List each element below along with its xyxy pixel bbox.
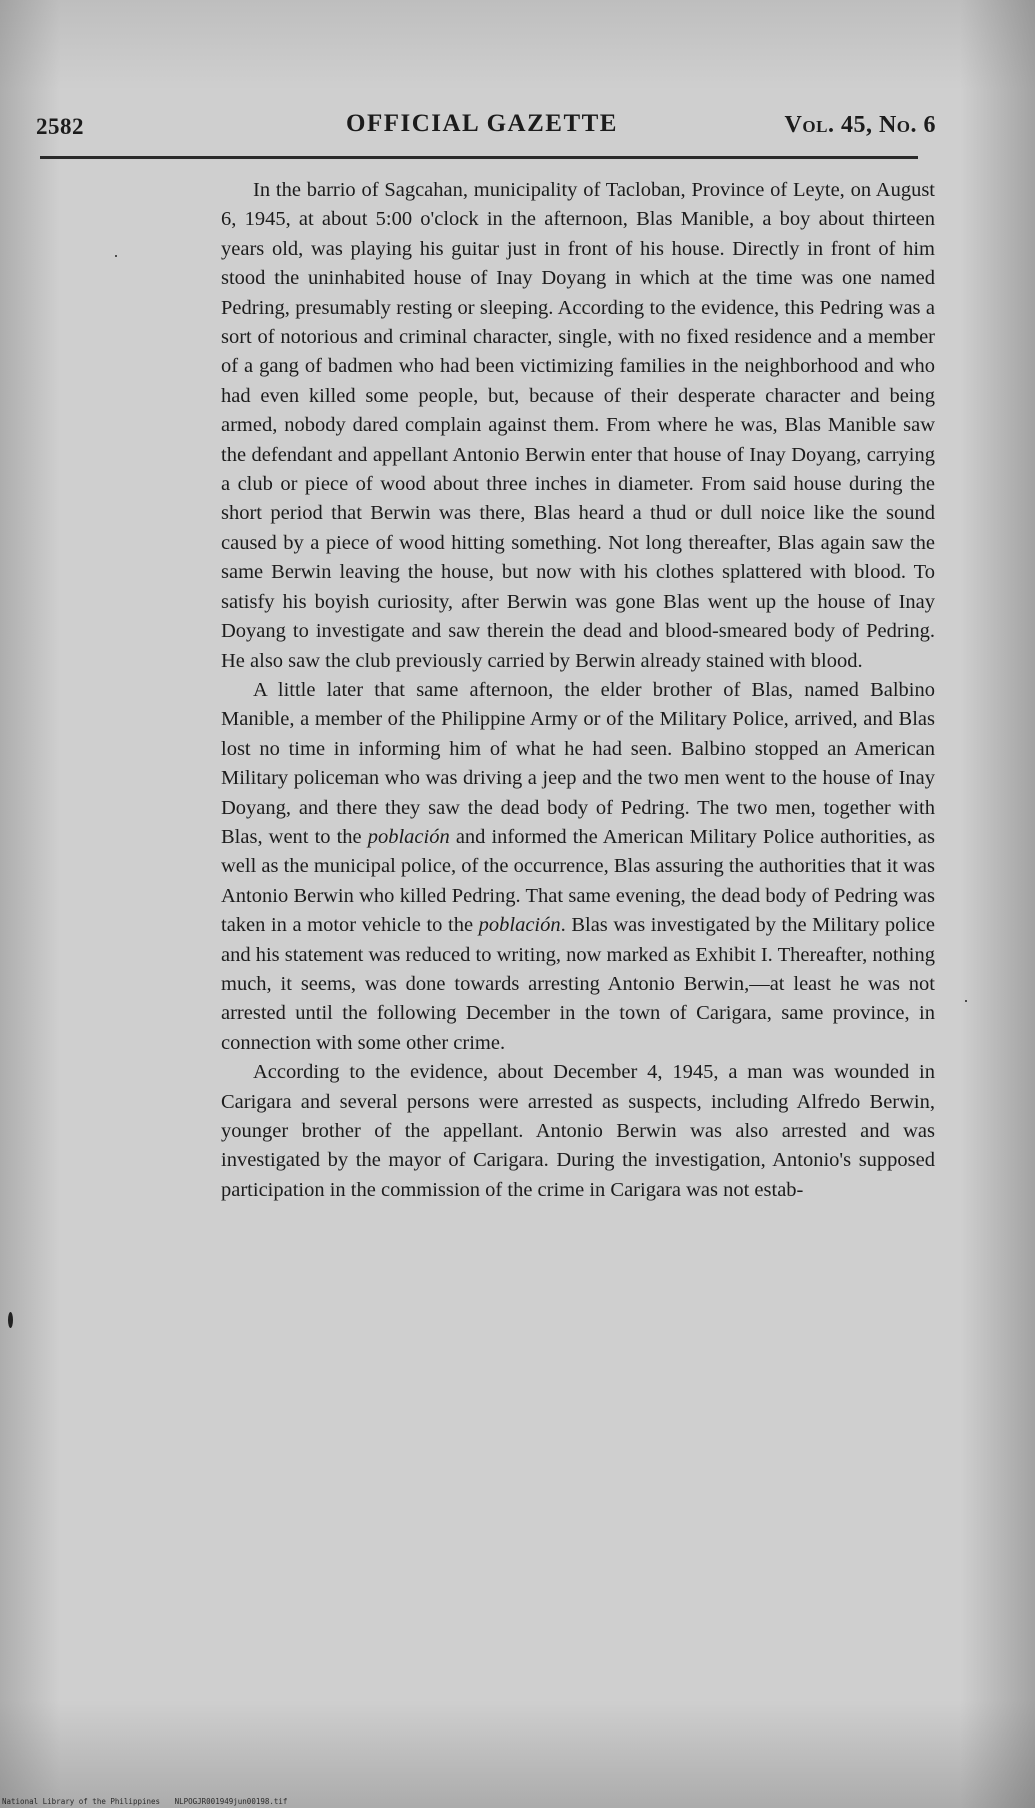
scan-footer (2, 1797, 297, 1806)
paragraph (221, 1058, 935, 1205)
page-header (36, 108, 936, 148)
paragraph-text: and informed the American Military Police authorities, as well as the municipal police, of the occurrence, Blas assuring the authorities that it was Antonio Berwin who killed Pedring. That same evening, the dead body of Pedring was taken in a motor vehicle to the (221, 825, 935, 937)
paragraph-text: A little later that same afternoon, the elder brother of Blas, named Balbino Manible, a member of the Philippine Army or of the Military Police, arrived, and Blas lost no time in informing him of what he had seen. Balbino stopped an American Military policeman who was driving a jeep and the two men went to the house of Inay Doyang, and there they saw the dead body of Pedring. The two men, together with Blas, went to the (221, 678, 935, 848)
paragraph-text: In the barrio of Sagcahan, municipality of Tacloban, Province of Leyte, on August 6, 1945, at about 5:00 o'clock in the afternoon, Blas Manible, a boy about thirteen years old, was playing his guitar just in front of his house. Directly in front of him stood the uninhabited house of Inay Doyang in which at the time was one named Pedring, presumably resting or sleeping. According to the evidence, this Pedring was a sort of notorious and criminal character, single, with no fixed residence and a member of a gang of badmen who had been victimizing families in the neighborhood and who had even killed some people, but, because of their desperate character and being armed, nobody dared complain against them. From where he was, Blas Manible saw the defendant and appellant Antonio Berwin enter that house of Inay Doyang, carrying a club or piece of wood about three inches in diameter. From said house during the short period that Berwin was there, Blas heard a thud or dull noice like the sound caused by a piece of wood hitting something. Not long thereafter, Blas again saw the same Berwin leaving the house, but now with his clothes splattered with blood. To satisfy his boyish curiosity, after Berwin was gone Blas went up the house of Inay Doyang to investigate and saw therein the dead and blood-smeared body of Pedring. He also saw the club previously carried by Berwin already stained with blood. (221, 179, 935, 672)
scan-filename: NLPOGJR001949jun00198.tif (174, 1797, 288, 1806)
paragraph-text: . Blas was investigated by the Military police and his statement was reduced to writing, now marked as Exhibit I. Thereafter, nothing much, it seems, was done towards arresting Antonio Berwin,—at least he was not arrested until the following December in the town of Carigara, same province, in connection with some other crime. (221, 914, 935, 1054)
paragraph (221, 676, 935, 1058)
page-number: 2582 (36, 114, 84, 139)
paragraph (221, 176, 935, 676)
scan-speck (8, 1312, 13, 1328)
italic-term: población (478, 914, 561, 937)
volume-issue: Vol. 45, No. 6 (784, 112, 936, 138)
library-credit: National Library of the Philippines (2, 1797, 161, 1806)
header-rule (40, 156, 918, 159)
italic-term: población (367, 825, 450, 848)
scan-speck (965, 1000, 967, 1002)
article-body (221, 176, 935, 1205)
running-title: OFFICIAL GAZETTE (346, 110, 618, 137)
paragraph-text: According to the evidence, about December 4, 1945, a man was wounded in Carigara and several persons were arrested as suspects, including Alfredo Berwin, younger brother of the appellant. Antonio Berwin was also arrested and was investigated by the mayor of Carigara. During the investigation, Antonio's supposed participation in the commission of the crime in Carigara was not estab- (221, 1061, 935, 1201)
scan-speck (115, 255, 117, 257)
